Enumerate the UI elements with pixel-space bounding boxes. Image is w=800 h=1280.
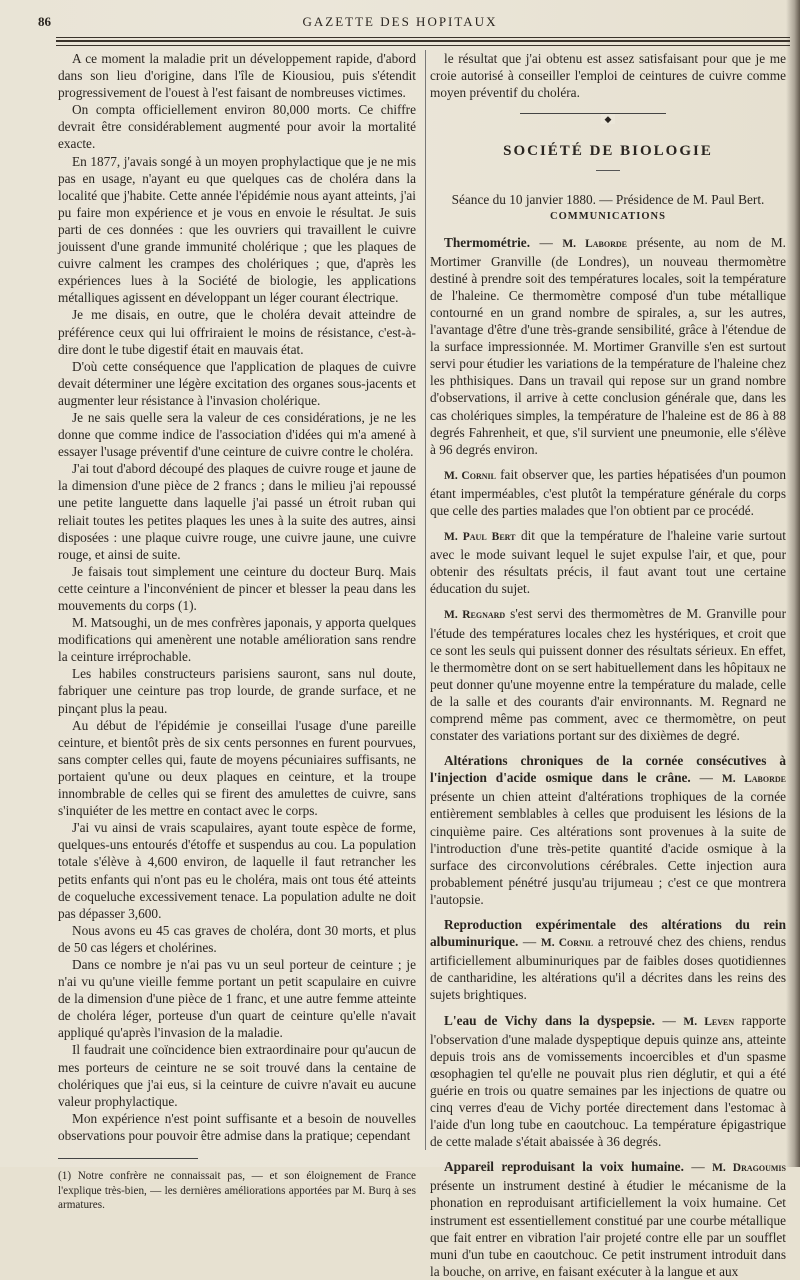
paragraph: Mon expérience n'est point suffisante et a besoin de nouvelles observations pour pouvoir être admise dans la pratique; cependant xyxy=(58,1110,416,1143)
communication-entry xyxy=(430,466,786,519)
entry-heading: Altérations chroniques de la cornée consécutives à l'injection d'acide osmique dans le crâne. xyxy=(430,753,786,786)
paragraph: Nous avons eu 45 cas graves de choléra, dont 30 morts, et plus de 50 cas légers et cholérines. xyxy=(58,922,416,955)
entry-separator: — xyxy=(655,1012,684,1028)
paragraph: D'où cette conséquence que l'application de plaques de cuivre devait déterminer une légère excitation des organes sous-jacents et augmenter leur résistance à l'invasion cholérique. xyxy=(58,358,416,408)
footnote-rule xyxy=(58,1158,198,1159)
entry-heading: Reproduction expérimentale des altérations du rein albuminurique. xyxy=(430,917,786,950)
entry-text: dit que la température de l'haleine varie surtout avec le mode suivant lequel le sujet expulse l'air, et que, pour obtenir des résultats précis, il faut avant tout une certaine éducation du sujet. xyxy=(430,528,786,597)
communication-entry xyxy=(430,916,786,1003)
paragraph: Je faisais tout simplement une ceinture du docteur Burq. Mais cette ceinture a l'inconvénient de pincer et blesser la peau dans les mouvements du corps (1). xyxy=(58,563,416,613)
entry-separator: — xyxy=(690,770,722,786)
entry-text: rapporte l'observation d'une malade dyspeptique depuis quinze ans, atteinte depuis trois ans de vomissements incoercibles et d'un spasme œsophagien tel qu'elle ne pouvait plus rien déglutir, et qui a été guérie en trois ou quatre semaines par les injections de quatre ou cinq verres d'eau de Vichy portée directement dans l'estomac à l'aide d'un long tube en caoutchouc. La température épigastrique de cette malade s'était abaissée à 36 degrés. xyxy=(430,1012,786,1150)
entry-text: présente un chien atteint d'altérations trophiques de la cornée entièrement semblables à celles que produisent les lésions de la cinquième paire. Ces altérations sont provenues à la suite de l'introduction d'une très-petite quantité d'acide osmique à la surface des circonvolutions cérébrales. Cette injection aura probablement pénétré jusqu'au trijumeau ; c'est ce que montrera l'autopsie. xyxy=(430,789,786,907)
paragraph: Je ne sais quelle sera la valeur de ces considérations, je ne les donne que comme indice de l'association d'idées qui m'a amené à essayer l'usage préventif d'une ceinture de cuivre contre le choléra. xyxy=(58,409,416,460)
speaker-name: M. Cornil xyxy=(444,469,496,482)
paragraph: J'ai vu ainsi de vrais scapulaires, ayant toute espèce de forme, quelques-uns entourés d'étoffe et suspendus au cou. La population totale s'élève à 4,600 environ, de laquelle il faut retrancher les petits enfants qui n'ont pas eu le choléra, mais ont tous été atteints de coqueluche excessivement tenace. La population adulte ne doit pas dépasser 3,600. xyxy=(58,820,416,921)
running-title: GAZETTE DES HOPITAUX xyxy=(302,14,498,29)
entry-text: présente un instrument destiné à étudier le mécanisme de la phonation en reproduisant artificiellement la voix humaine. Cet instrument est essentiellement constitué par une courbe métallique que fait entrer en vibration l'air projeté contre elle par un soufflet muni d'un tube en caoutchouc. Ce petit instrument introduit dans la bouche, on arrive, en faisant exécuter à la langue et aux xyxy=(430,1178,786,1279)
paragraph: Il faudrait une coïncidence bien extraordinaire pour qu'aucun de mes porteurs de ceinture ne se soit trouvé dans la centaine de cholériques que j'ai eus, si la ceinture de cuivre n'avait eu aucune valeur prophylactique. xyxy=(58,1042,416,1109)
header-rule-thick xyxy=(56,40,790,42)
section-ornament xyxy=(430,109,786,125)
header-rule-lower xyxy=(56,45,790,46)
continued-paragraph: le résultat que j'ai obtenu est assez satisfaisant pour que je me croie autorisé à conseiller l'emploi de ceintures de cuivre comme moyen préventif du choléra. xyxy=(430,51,786,101)
communications-heading: COMMUNICATIONS xyxy=(550,211,666,223)
paragraph: Je me disais, en outre, que le choléra devait atteindre de préférence ceux qui lui offriraient le moins de résistance, c'est-à-dire dont le tube digestif était en mauvais état. xyxy=(58,307,416,357)
paragraph: Les habiles constructeurs parisiens sauront, sans nul doute, fabriquer une ceinture pas trop lourde, de grande surface, et ne pinçant plus la peau. xyxy=(58,666,416,716)
footnote: (1) Notre confrère ne connaissait pas, — et son éloignement de France l'explique très-bien, — les dernières améliorations apportées par M. Burq à ses armatures. xyxy=(58,1170,416,1211)
entry-separator: — xyxy=(530,234,563,250)
speaker-name: M. Leven xyxy=(683,1015,735,1028)
entry-separator: — xyxy=(683,1159,713,1175)
right-column xyxy=(430,50,786,1280)
left-column xyxy=(58,50,416,1213)
communication-entry xyxy=(430,1012,786,1151)
entry-separator: — xyxy=(518,934,541,950)
speaker-name: M. Paul Bert xyxy=(444,531,516,544)
entry-text: s'est servi des thermomètres de M. Granville pour l'étude des températures locales chez les hystériques, et croit que ce sont les seuls qui puissent donner des résultats sérieux. En effet, le thermomètre dont on se sert habituellement dans les hôpitaux ne peut donner qu'une moyenne entre la température du malade, celle de la salle et des courants d'air environnants. M. Regnard ne comprend même pas comment, avec ce thermomètre, on peut constater des variations portant sur des dixièmes de degré. xyxy=(430,606,787,744)
speaker-name: M. Dragoumis xyxy=(712,1162,786,1175)
paragraph: J'ai tout d'abord découpé des plaques de cuivre rouge et jaune de la dimension d'une pièce de 2 francs ; dans le milieu j'ai repoussé une petite languette dans laquelle j'ai passé un étroit ruban qui reliait toutes les petites plaques les unes à la suite des autres, ainsi disposées : une plaque cuivre rouge, une cuivre jaune, une cuivre rouge, et ainsi de suite. xyxy=(58,461,416,562)
paragraph: M. Matsoughi, un de mes confrères japonais, y apporta quelques modifications qui amenèrent une notable amélioration sans rendre la ceinture irréprochable. xyxy=(58,615,416,665)
section-title: SOCIÉTÉ DE BIOLOGIE xyxy=(503,143,713,160)
speaker-name: M. Cornil xyxy=(540,937,594,950)
left-paragraphs xyxy=(58,50,416,1144)
entry-text: présente, au nom de M. Mortimer Granville (de Londres), un nouveau thermomètre destiné à prendre soit des températures locales, soit la température de l'haleine. Ce thermomètre composé d'un tube métallique contourné en un grand nombre de spirales, a, sur les autres, l'avantage d'être d'une très-grande sensibilité, grâce à l'étendue de la surface impressionnée. M. Mortimer Granville s'en est surtout servi pour étudier les variations de la température de l'haleine chez les phthisiques. Dans un travail qui repose sur un grand nombre d'observations, il arrive à cette conclusion générale que, dans les cas cholériques simples, la température de l'haleine est de 86 à 88 degrés Fahrenheit, et que, s'il survient une pneumonie, elle s'élève à 96 degrés environ. xyxy=(430,234,786,457)
communication-entry xyxy=(430,752,786,908)
speaker-name: M. Laborde xyxy=(721,773,786,786)
paragraph: Au début de l'épidémie je conseillai l'usage d'une pareille ceinture, et bientôt près de six cents personnes en furent pourvues, sans compter celles qui, faute de moyens pécuniaires suffisants, ne portaient qu'une ou deux plaques en ceinture, et la troupe innombrable de celles qui se firent des amulettes de cuivre, sans s'inquiéter de les mettre en contact avec le corps. xyxy=(58,717,416,819)
entry-heading: L'eau de Vichy dans la dyspepsie. xyxy=(444,1012,656,1028)
paragraph: En 1877, j'avais songé à un moyen prophylactique que je ne mis pas en usage, n'ayant eu que quelques cas de choléra dans la localité que j'habite. Cette année l'épidémie nous ayant atteints, j'ai pu faire mon expérience et je vous en envoie le résultat. Je suis parti de ces données : que les ouvriers qui travaillent le cuivre jouissent d'une grande immunité cholérique ; que les plaques de cuivre calment les crampes des cholériques ; que, d'après les expériences lues à la Société de biologie, les applications métalliques agissent en développant un léger courant électrique. xyxy=(58,153,416,306)
short-rule xyxy=(596,170,620,171)
column-divider xyxy=(425,50,426,1150)
paragraph: On compta officiellement environ 80,000 morts. Ce chiffre devrait être considérablement augmenté pour avoir la mortalité exacte. xyxy=(58,102,416,152)
meeting-line: Séance du 10 janvier 1880. — Présidence de M. Paul Bert. xyxy=(451,192,765,208)
paragraph: Dans ce nombre je n'ai pas vu un seul porteur de ceinture ; je n'ai vu qu'une vieille femme portant un petit scapulaire en cuivre de la dimension d'une pièce de 1 franc, et une autre femme atteinte de choléra léger, porteuse d'un quart de ceinture qu'elle n'avait appliqué qu'après l'invasion de la maladie. xyxy=(58,956,416,1041)
diamond-ornament-icon: ◆ xyxy=(601,114,616,124)
page-edge-shadow xyxy=(786,0,800,1167)
communication-entry xyxy=(430,1158,786,1280)
header-rule xyxy=(56,37,790,38)
paragraph: A ce moment la maladie prit un développement rapide, d'abord dans son lieu d'origine, dans l'île de Kiousiou, puis s'étendit progressivement de l'ouest à l'est faisant de nombreuses victimes. xyxy=(58,51,416,101)
page-number: 86 xyxy=(38,14,51,29)
entry-heading: Appareil reproduisant la voix humaine. xyxy=(444,1159,684,1175)
communication-entries xyxy=(430,234,786,1280)
entry-text: a retrouvé chez des chiens, rendus artificiellement albuminuriques par de faibles doses quotidiennes de cantharidine, les altérations qu'il a décrites dans les reins des sujets brightiques. xyxy=(430,934,786,1003)
entry-text: fait observer que, les parties hépatisées d'un poumon étant imperméables, c'est plutôt la température générale du corps que celle des parties malades que l'on obtient par ce procédé. xyxy=(430,466,786,518)
communication-entry xyxy=(430,234,786,458)
entry-heading: Thermométrie. xyxy=(444,234,531,250)
communication-entry xyxy=(430,605,786,744)
communication-entry xyxy=(430,527,786,597)
speaker-name: M. Laborde xyxy=(562,237,627,250)
speaker-name: M. Regnard xyxy=(444,609,506,622)
